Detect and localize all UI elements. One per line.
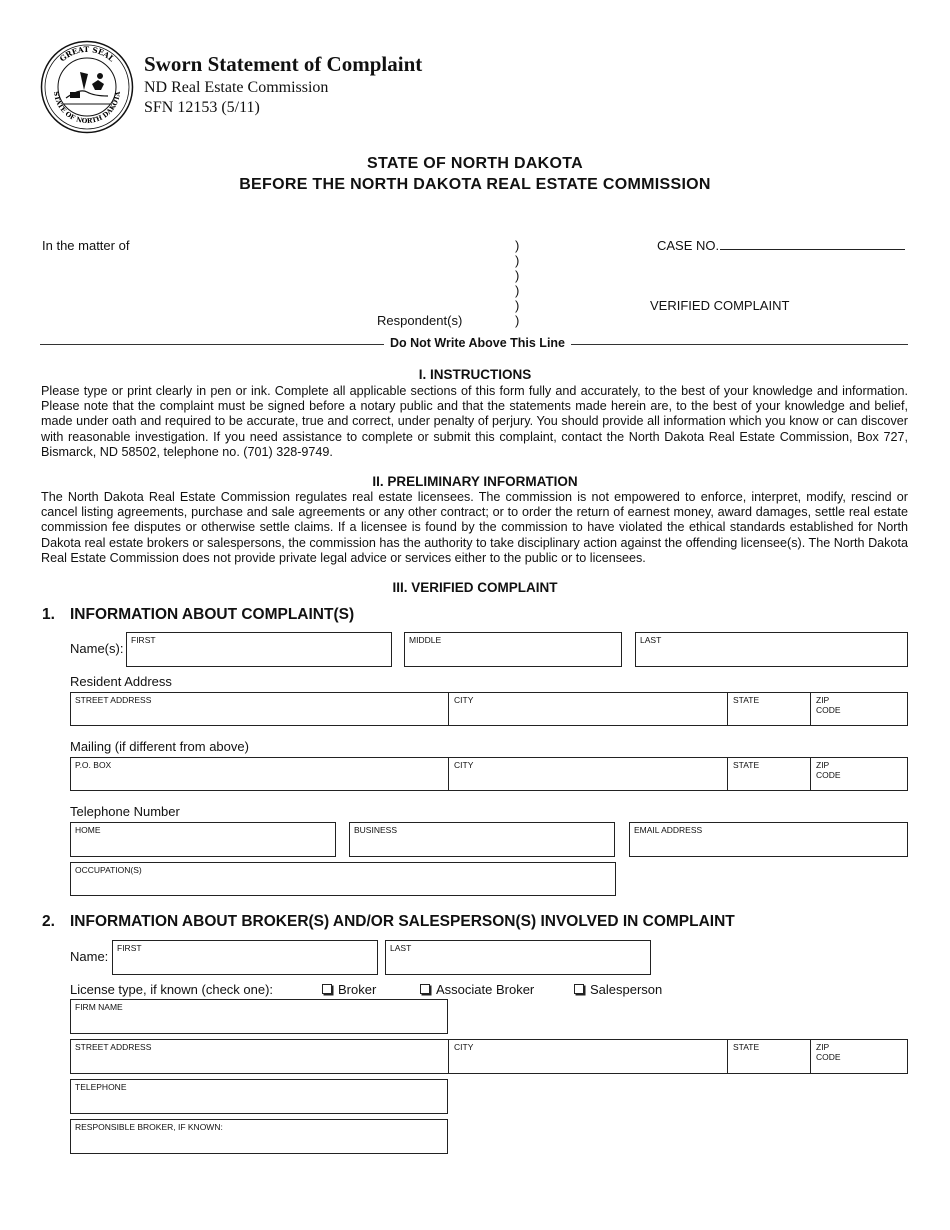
salesperson-checkbox[interactable] bbox=[574, 982, 662, 997]
street-address-label: STREET ADDRESS bbox=[75, 695, 152, 705]
last-label: LAST bbox=[640, 635, 662, 645]
telephone-label: TELEPHONE bbox=[75, 1082, 127, 1092]
verified-complaint-label: VERIFIED COMPLAINT bbox=[650, 298, 790, 313]
zip-field[interactable] bbox=[810, 693, 841, 725]
occupation-label: OCCUPATION(S) bbox=[75, 865, 142, 875]
broker-first-name-field[interactable] bbox=[112, 940, 378, 975]
zip-label: ZIP CODE bbox=[816, 695, 841, 715]
firm-name-field[interactable] bbox=[70, 999, 448, 1034]
broker-checkbox[interactable] bbox=[322, 982, 376, 997]
zip-label: ZIP CODE bbox=[816, 760, 841, 780]
form-number: SFN 12153 (5/11) bbox=[144, 99, 260, 116]
paren: ) bbox=[515, 268, 520, 283]
heading-commission: BEFORE THE NORTH DAKOTA REAL ESTATE COMMISSION bbox=[239, 176, 711, 193]
responsible-broker-label: RESPONSIBLE BROKER, IF KNOWN: bbox=[75, 1122, 223, 1132]
paren: ) bbox=[515, 283, 520, 298]
case-no-field[interactable] bbox=[720, 249, 905, 250]
do-not-write-label: Do Not Write Above This Line bbox=[384, 336, 571, 350]
mailing-state-field[interactable] bbox=[727, 758, 760, 790]
verified-complaint-title: III. VERIFIED COMPLAINT bbox=[392, 580, 558, 595]
last-label: LAST bbox=[390, 943, 412, 953]
paren: ) bbox=[515, 313, 520, 328]
checkbox-icon bbox=[574, 984, 584, 994]
state-label: STATE bbox=[733, 695, 760, 705]
city-label: CITY bbox=[454, 695, 474, 705]
po-box-label: P.O. BOX bbox=[75, 760, 112, 770]
associate-broker-checkbox[interactable] bbox=[420, 982, 534, 997]
case-no-label: CASE NO. bbox=[657, 238, 720, 253]
paren: ) bbox=[515, 238, 520, 253]
mailing-city-field[interactable] bbox=[448, 758, 474, 790]
broker-name-label: Name: bbox=[70, 949, 109, 964]
street-address-label: STREET ADDRESS bbox=[75, 1042, 152, 1052]
home-phone-field[interactable] bbox=[70, 822, 336, 857]
resident-address-row bbox=[70, 692, 908, 726]
paren: ) bbox=[515, 253, 520, 268]
svg-text:GREAT SEAL: GREAT SEAL bbox=[57, 44, 117, 64]
email-label: EMAIL ADDRESS bbox=[634, 825, 703, 835]
middle-label: MIDDLE bbox=[409, 635, 442, 645]
associate-broker-option-label: Associate Broker bbox=[436, 982, 535, 997]
great-seal-icon bbox=[40, 40, 134, 134]
section2-number: 2. bbox=[42, 913, 55, 930]
checkbox-icon bbox=[420, 984, 430, 994]
section1-title: INFORMATION ABOUT COMPLAINT(S) bbox=[70, 606, 355, 623]
state-field[interactable] bbox=[727, 693, 760, 725]
preliminary-title: II. PRELIMINARY INFORMATION bbox=[372, 474, 578, 489]
heading-state: STATE OF NORTH DAKOTA bbox=[366, 155, 584, 172]
broker-option-label: Broker bbox=[338, 982, 377, 997]
checkbox-icon bbox=[322, 984, 332, 994]
home-label: HOME bbox=[75, 825, 101, 835]
mailing-address-row bbox=[70, 757, 908, 791]
email-field[interactable] bbox=[629, 822, 908, 857]
broker-city-field[interactable] bbox=[448, 1040, 474, 1073]
business-phone-field[interactable] bbox=[349, 822, 615, 857]
instructions-title: I. INSTRUCTIONS bbox=[418, 367, 532, 382]
mailing-zip-field[interactable] bbox=[810, 758, 841, 790]
section1-number: 1. bbox=[42, 606, 55, 623]
state-label: STATE bbox=[733, 1042, 760, 1052]
state-label: STATE bbox=[733, 760, 760, 770]
respondents-label: Respondent(s) bbox=[377, 313, 463, 328]
form-title: Sworn Statement of Complaint bbox=[144, 52, 423, 76]
first-label: FIRST bbox=[131, 635, 156, 645]
preliminary-text: The North Dakota Real Estate Commission regulates real estate licensees. The commission is not empowered to enforce, interpret, modify, rescind or cancel listing agreements, purchase and sale agreements or any other contract; or to order the return of earnest money, award damages, settle real estate commission fee disputes or otherwise settle claims. If a licensee is found by the commission to have violated the ethical standards established for North Dakota real estate brokers or salespersons, the commission has the authority to take disciplinary action against the offending licensee(s). The North Dakota Real Estate Commission does not provide private legal advice or services either to the public or to licensees. bbox=[41, 490, 908, 565]
responsible-broker-field[interactable] bbox=[70, 1119, 448, 1154]
complainant-middle-name-field[interactable] bbox=[404, 632, 622, 667]
first-label: FIRST bbox=[117, 943, 142, 953]
zip-label: ZIP CODE bbox=[816, 1042, 841, 1062]
firm-name-label: FIRM NAME bbox=[75, 1002, 123, 1012]
telephone-label: Telephone Number bbox=[70, 804, 180, 819]
in-matter-label: In the matter of bbox=[42, 238, 130, 253]
svg-text:STATE OF NORTH DAKOTA: STATE OF NORTH DAKOTA bbox=[51, 90, 123, 126]
complainant-first-name-field[interactable] bbox=[126, 632, 392, 667]
agency-name: ND Real Estate Commission bbox=[144, 79, 329, 96]
business-label: BUSINESS bbox=[354, 825, 397, 835]
mailing-address-label: Mailing (if different from above) bbox=[70, 739, 249, 754]
license-type-label: License type, if known (check one): bbox=[70, 982, 274, 997]
broker-address-row bbox=[70, 1039, 908, 1074]
salesperson-option-label: Salesperson bbox=[590, 982, 663, 997]
city-label: CITY bbox=[454, 760, 474, 770]
instructions-text: Please type or print clearly in pen or ink. Complete all applicable sections of this form fully and accurately, to the best of your knowledge and information. Please note that the complaint must be signed before a notary public and that the statements made herein are, to the best of your knowledge and belief, made under oath and required to be accurate, true and correct, under penalty of perjury. You should provide all information which you know or can discover with reasonable investigation. If you need assistance to complete or submit this complaint, contact the North Dakota Real Estate Commission, Box 727, Bismarck, ND 58502, telephone no. (701) 328-9749. bbox=[41, 384, 908, 459]
city-label: CITY bbox=[454, 1042, 474, 1052]
broker-zip-field[interactable] bbox=[810, 1040, 841, 1073]
broker-telephone-field[interactable] bbox=[70, 1079, 448, 1114]
section2-title: INFORMATION ABOUT BROKER(S) AND/OR SALESPERSON(S) INVOLVED IN COMPLAINT bbox=[70, 913, 735, 930]
city-field[interactable] bbox=[448, 693, 474, 725]
occupation-field[interactable] bbox=[70, 862, 616, 896]
complainant-last-name-field[interactable] bbox=[635, 632, 908, 667]
broker-last-name-field[interactable] bbox=[385, 940, 651, 975]
names-label: Name(s): bbox=[70, 641, 124, 656]
paren: ) bbox=[515, 298, 520, 313]
resident-address-label: Resident Address bbox=[70, 674, 172, 689]
broker-state-field[interactable] bbox=[727, 1040, 760, 1073]
